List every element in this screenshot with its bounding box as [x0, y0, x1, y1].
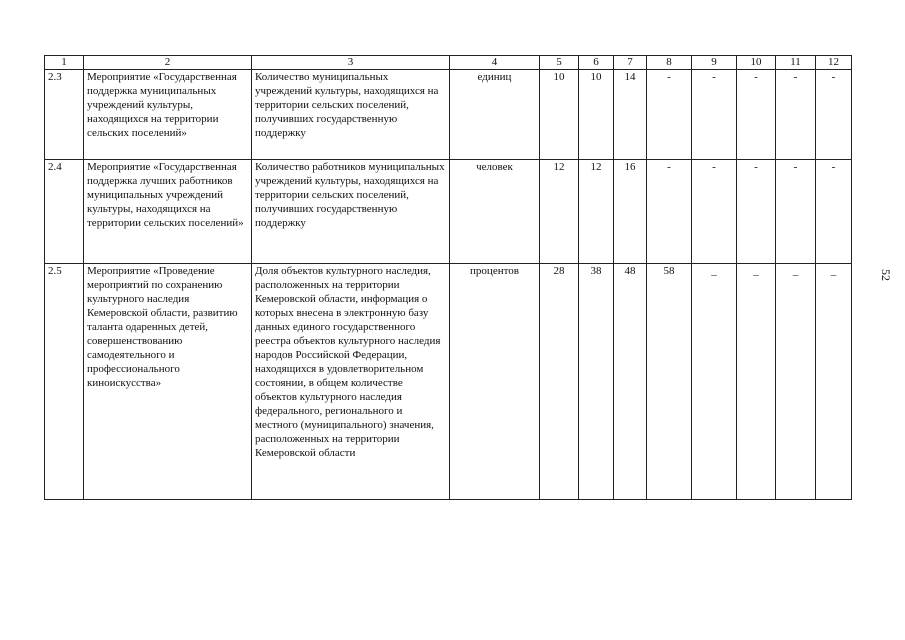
header-col-5: 5	[540, 56, 579, 70]
header-col-8: 8	[647, 56, 692, 70]
header-col-9: 9	[692, 56, 737, 70]
header-col-6: 6	[579, 56, 614, 70]
indicator-name: Доля объектов культурного наследия, расположенных на территории Кемеровской области, информация о которых внесена в электронную базу данных единого государственного реестра объектов культурного наследия народов Российской Федерации, находящихся в удовлетворительном состоянии, в общем количестве объектов культурного наследия федерального, регионального и местного (муниципального) значения, расположенных на территории Кемеровской области	[252, 264, 450, 500]
indicators-table	[44, 55, 852, 500]
value-cell: -	[647, 160, 692, 264]
value-cell: 48	[614, 264, 647, 500]
value-cell: 12	[540, 160, 579, 264]
value-cell: 14	[614, 70, 647, 160]
value-cell: -	[647, 70, 692, 160]
unit-cell: человек	[450, 160, 540, 264]
value-cell: 16	[614, 160, 647, 264]
value-cell: _	[816, 264, 852, 500]
value-cell: -	[816, 160, 852, 264]
unit-cell: единиц	[450, 70, 540, 160]
header-col-4: 4	[450, 56, 540, 70]
unit-cell: процентов	[450, 264, 540, 500]
value-cell: 12	[579, 160, 614, 264]
value-cell: -	[692, 70, 737, 160]
value-cell: _	[692, 264, 737, 500]
indicator-name: Количество муниципальных учреждений культуры, находящихся на территории сельских поселений, получивших государственную поддержку	[252, 70, 450, 160]
event-name: Мероприятие «Проведение мероприятий по сохранению культурного наследия Кемеровской области, развитию таланта одаренных детей, совершенствованию самодеятельного и профессионального киноискусства»	[84, 264, 252, 500]
value-cell: _	[776, 264, 816, 500]
value-cell: -	[737, 160, 776, 264]
row-index: 2.4	[45, 160, 84, 264]
value-cell: 58	[647, 264, 692, 500]
table-row	[45, 160, 852, 264]
indicator-name: Количество работников муниципальных учреждений культуры, находящихся на территории сельских поселений, получивших государственную поддержку	[252, 160, 450, 264]
value-cell: -	[776, 160, 816, 264]
value-cell: 38	[579, 264, 614, 500]
event-name: Мероприятие «Государственная поддержка лучших работников муниципальных учреждений культуры, находящихся на территории сельских поселений»	[84, 160, 252, 264]
page-number: 52	[879, 269, 893, 281]
value-cell: 10	[579, 70, 614, 160]
row-index: 2.3	[45, 70, 84, 160]
header-col-2: 2	[84, 56, 252, 70]
header-col-3: 3	[252, 56, 450, 70]
value-cell: _	[737, 264, 776, 500]
header-col-12: 12	[816, 56, 852, 70]
table-row	[45, 264, 852, 500]
row-index: 2.5	[45, 264, 84, 500]
header-col-7: 7	[614, 56, 647, 70]
value-cell: -	[692, 160, 737, 264]
header-col-10: 10	[737, 56, 776, 70]
value-cell: 28	[540, 264, 579, 500]
value-cell: -	[737, 70, 776, 160]
header-col-1: 1	[45, 56, 84, 70]
header-row	[45, 56, 852, 70]
value-cell: -	[776, 70, 816, 160]
value-cell: -	[816, 70, 852, 160]
table-row	[45, 70, 852, 160]
value-cell: 10	[540, 70, 579, 160]
event-name: Мероприятие «Государственная поддержка муниципальных учреждений культуры, находящихся на территории сельских поселений»	[84, 70, 252, 160]
header-col-11: 11	[776, 56, 816, 70]
